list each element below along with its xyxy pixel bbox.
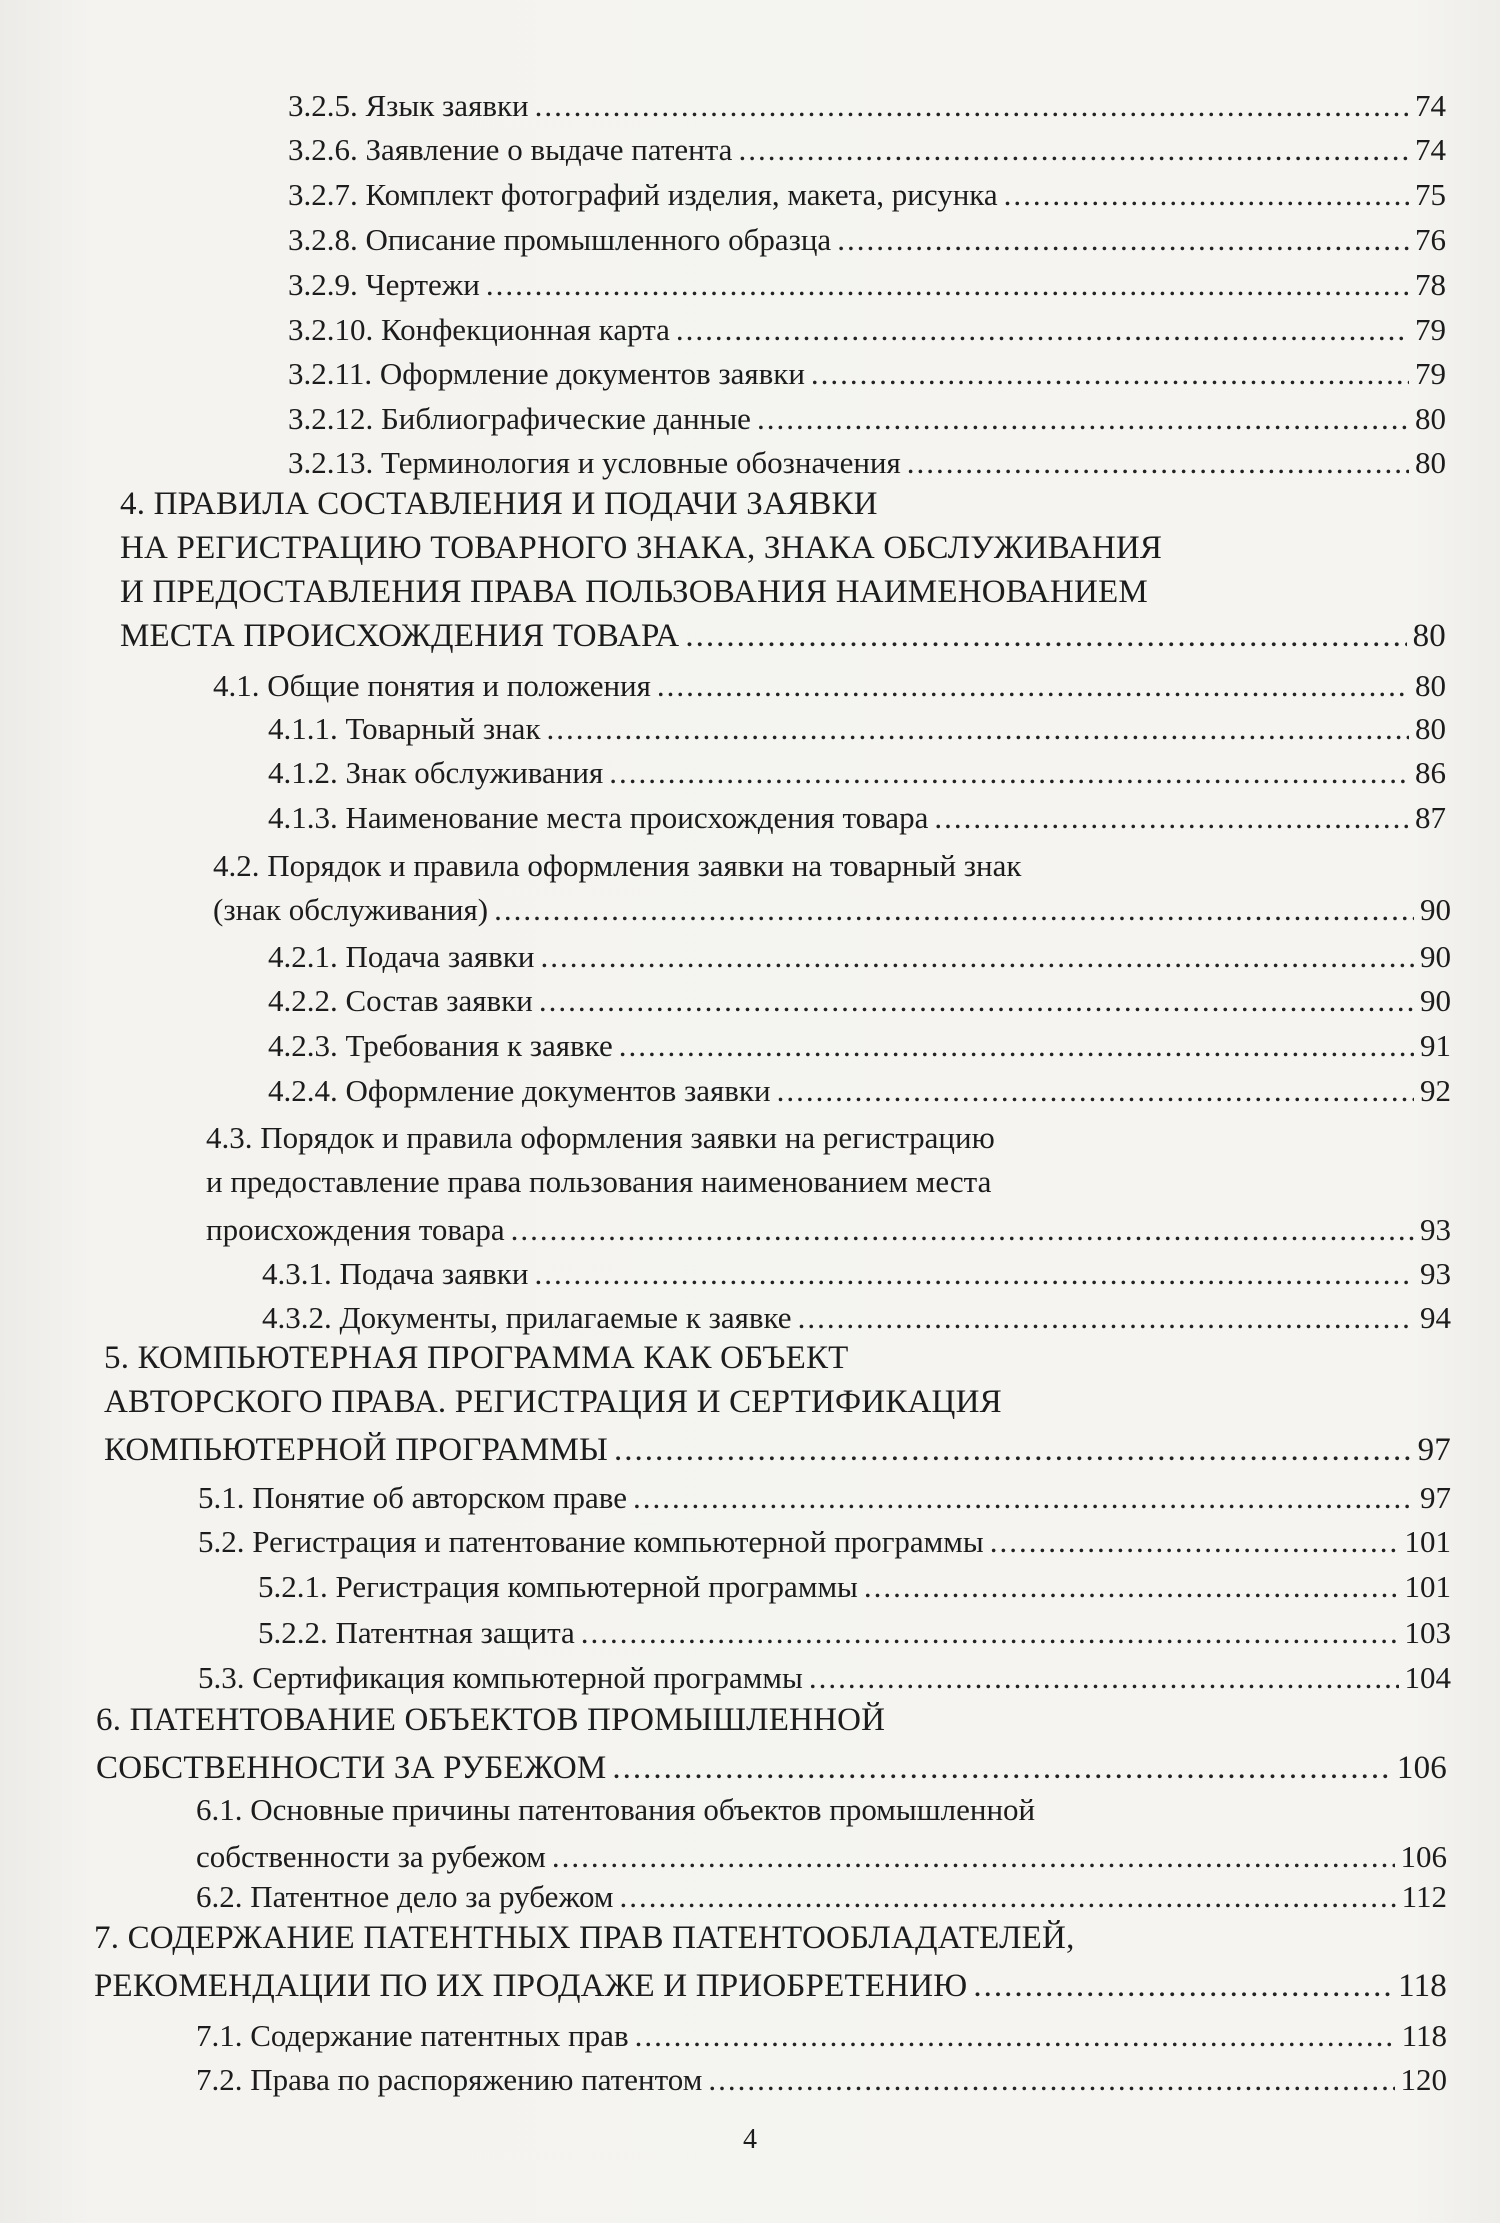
toc-entry-title: 4.3.2. Документы, прилагаемые к заявке <box>262 1300 792 1335</box>
chapter-heading-line: 4. ПРАВИЛА СОСТАВЛЕНИЯ И ПОДАЧИ ЗАЯВКИ <box>120 486 878 522</box>
dot-leader <box>609 753 1409 793</box>
toc-entry <box>288 443 1446 483</box>
dot-leader <box>511 1210 1414 1250</box>
toc-entry <box>268 937 1451 977</box>
toc-entry-page: 101 <box>1404 1524 1451 1559</box>
toc-entry-title: КОМПЬЮТЕРНОЙ ПРОГРАММЫ <box>104 1432 608 1468</box>
dot-leader <box>798 1298 1414 1338</box>
toc-entry-title: 3.2.10. Конфекционная карта <box>288 312 670 347</box>
toc-entry-page: 80 <box>1415 445 1446 480</box>
toc-entry-page: 90 <box>1420 892 1451 927</box>
dot-leader <box>657 666 1409 706</box>
toc-entry <box>268 709 1446 749</box>
toc-entry-page: 91 <box>1420 1028 1451 1063</box>
dot-leader <box>547 709 1409 749</box>
dot-leader <box>552 1837 1395 1877</box>
toc-entry-title: 4.3.1. Подача заявки <box>262 1256 529 1291</box>
toc-entry-page: 90 <box>1420 939 1451 974</box>
dot-leader <box>676 310 1409 350</box>
dot-leader <box>612 1748 1391 1788</box>
dot-leader <box>614 1430 1412 1470</box>
toc-entry-title: 3.2.12. Библиографические данные <box>288 401 751 436</box>
dot-leader <box>809 1658 1399 1698</box>
toc-entry-title: 4.2.2. Состав заявки <box>268 983 533 1018</box>
toc-entry-page: 86 <box>1415 755 1446 790</box>
toc-entry-page: 101 <box>1404 1569 1451 1604</box>
toc-entry <box>120 616 1446 656</box>
toc-entry-page: 106 <box>1400 1839 1447 1874</box>
toc-entry-page: 112 <box>1401 1879 1447 1914</box>
toc-entry-title: собственности за рубежом <box>196 1839 546 1874</box>
dot-leader <box>907 443 1409 483</box>
dot-leader <box>620 1877 1396 1917</box>
toc-entry-title: происхождения товара <box>206 1212 505 1247</box>
toc-entry <box>196 1877 1447 1917</box>
toc-entry <box>258 1567 1451 1607</box>
dot-leader <box>738 130 1409 170</box>
toc-entry-title: 5.3. Сертификация компьютерной программы <box>198 1660 803 1695</box>
dot-leader <box>534 1254 1414 1294</box>
toc-entry-page: 92 <box>1420 1073 1451 1108</box>
dot-leader <box>777 1071 1414 1111</box>
toc-entry-page: 76 <box>1415 222 1446 257</box>
toc-entry-page: 97 <box>1417 1432 1451 1468</box>
toc-entry <box>104 1430 1451 1470</box>
toc-entry-page: 118 <box>1401 2018 1447 2053</box>
dot-leader <box>811 354 1409 394</box>
toc-entry-title-line: и предоставление права пользования наименованием места <box>206 1164 992 1199</box>
toc-entry-page: 103 <box>1404 1615 1451 1650</box>
toc-entry-title: 4.2.3. Требования к заявке <box>268 1028 613 1063</box>
toc-entry-title: 7.2. Права по распоряжению патентом <box>196 2062 703 2097</box>
toc-entry-title: 3.2.13. Терминология и условные обозначения <box>288 445 901 480</box>
dot-leader <box>619 1026 1414 1066</box>
toc-entry <box>198 1522 1451 1562</box>
toc-entry-page: 75 <box>1415 177 1446 212</box>
chapter-heading-line: АВТОРСКОГО ПРАВА. РЕГИСТРАЦИЯ И СЕРТИФИКАЦИЯ <box>104 1384 1002 1420</box>
toc-entry-page: 90 <box>1420 983 1451 1018</box>
toc-entry-title: 6.2. Патентное дело за рубежом <box>196 1879 614 1914</box>
dot-leader <box>539 981 1414 1021</box>
toc-entry-title: 7.1. Содержание патентных прав <box>196 2018 629 2053</box>
toc-entry-title: МЕСТА ПРОИСХОЖДЕНИЯ ТОВАРА <box>120 618 680 654</box>
toc-entry <box>288 310 1446 350</box>
toc-entry <box>268 753 1446 793</box>
toc-entry-title: РЕКОМЕНДАЦИИ ПО ИХ ПРОДАЖЕ И ПРИОБРЕТЕНИЮ <box>94 1968 968 2004</box>
toc-entry <box>213 890 1451 930</box>
toc-entry <box>288 220 1446 260</box>
toc-entry <box>196 1837 1447 1877</box>
toc-entry <box>288 175 1446 215</box>
chapter-heading-line: 7. СОДЕРЖАНИЕ ПАТЕНТНЫХ ПРАВ ПАТЕНТООБЛАДАТЕЛЕЙ, <box>94 1920 1075 1956</box>
dot-leader <box>973 1966 1392 2006</box>
toc-entry <box>206 1210 1451 1250</box>
toc-entry <box>196 2016 1447 2056</box>
toc-entry-title: 3.2.11. Оформление документов заявки <box>288 356 805 391</box>
toc-entry <box>288 130 1446 170</box>
toc-entry <box>198 1478 1451 1518</box>
toc-entry-title: 4.1.3. Наименование места происхождения товара <box>268 800 929 835</box>
dot-leader <box>934 798 1409 838</box>
toc-entry <box>262 1254 1451 1294</box>
chapter-heading-line: НА РЕГИСТРАЦИЮ ТОВАРНОГО ЗНАКА, ЗНАКА ОБСЛУЖИВАНИЯ <box>120 530 1163 566</box>
chapter-heading-line: 5. КОМПЬЮТЕРНАЯ ПРОГРАММА КАК ОБЪЕКТ <box>104 1340 849 1376</box>
toc-entry-title: 3.2.9. Чертежи <box>288 267 480 302</box>
toc-entry <box>268 981 1451 1021</box>
toc-entry <box>288 265 1446 305</box>
toc-entry-page: 79 <box>1415 356 1446 391</box>
chapter-heading-line: 6. ПАТЕНТОВАНИЕ ОБЪЕКТОВ ПРОМЫШЛЕННОЙ <box>96 1702 886 1738</box>
toc-entry-title: 3.2.6. Заявление о выдаче патента <box>288 132 733 167</box>
chapter-heading-line: И ПРЕДОСТАВЛЕНИЯ ПРАВА ПОЛЬЗОВАНИЯ НАИМЕНОВАНИЕМ <box>120 574 1148 610</box>
toc-entry <box>198 1658 1451 1698</box>
toc-entry <box>196 2060 1447 2100</box>
toc-entry-page: 87 <box>1415 800 1446 835</box>
toc-entry-page: 78 <box>1415 267 1446 302</box>
dot-leader <box>581 1613 1399 1653</box>
toc-entry-page: 80 <box>1412 618 1446 654</box>
dot-leader <box>540 937 1414 977</box>
toc-entry-title: 3.2.5. Язык заявки <box>288 88 529 123</box>
dot-leader <box>757 399 1409 439</box>
toc-entry <box>288 86 1446 126</box>
toc-entry-page: 106 <box>1396 1750 1447 1786</box>
toc-entry-page: 120 <box>1400 2062 1447 2097</box>
toc-entry-title: 4.1. Общие понятия и положения <box>213 668 651 703</box>
toc-entry-page: 79 <box>1415 312 1446 347</box>
toc-entry <box>288 399 1446 439</box>
dot-leader <box>535 86 1409 126</box>
dot-leader <box>864 1567 1399 1607</box>
toc-entry-title: (знак обслуживания) <box>213 892 489 927</box>
toc-entry-title: 4.1.2. Знак обслуживания <box>268 755 604 790</box>
page-number: 4 <box>743 2124 757 2155</box>
toc-entry <box>258 1613 1451 1653</box>
toc-entry-page: 74 <box>1415 88 1446 123</box>
toc-entry-page: 74 <box>1415 132 1446 167</box>
toc-entry-title-line: 6.1. Основные причины патентования объектов промышленной <box>196 1792 1036 1827</box>
toc-entry-page: 97 <box>1420 1480 1451 1515</box>
toc-entry-page: 93 <box>1420 1256 1451 1291</box>
toc-entry-page: 80 <box>1415 401 1446 436</box>
toc-entry-title: 5.2.2. Патентная защита <box>258 1615 575 1650</box>
dot-leader <box>1004 175 1409 215</box>
toc-entry-title: СОБСТВЕННОСТИ ЗА РУБЕЖОМ <box>96 1750 607 1786</box>
toc-entry-title: 4.2.1. Подача заявки <box>268 939 535 974</box>
dot-leader <box>633 1478 1414 1518</box>
toc-entry-title-line: 4.2. Порядок и правила оформления заявки на товарный знак <box>213 848 1022 883</box>
toc-entry-page: 80 <box>1415 668 1446 703</box>
dot-leader <box>990 1522 1399 1562</box>
toc-entry-page: 118 <box>1398 1968 1447 2004</box>
toc-entry-title-line: 4.3. Порядок и правила оформления заявки на регистрацию <box>206 1120 995 1155</box>
toc-entry <box>213 666 1446 706</box>
dot-leader <box>837 220 1409 260</box>
toc-entry-page: 93 <box>1420 1212 1451 1247</box>
dot-leader <box>708 2060 1394 2100</box>
toc-entry-title: 4.1.1. Товарный знак <box>268 711 541 746</box>
toc-entry <box>94 1966 1447 2006</box>
dot-leader <box>635 2016 1396 2056</box>
toc-entry-page: 80 <box>1415 711 1446 746</box>
toc-entry-page: 104 <box>1404 1660 1451 1695</box>
dot-leader <box>685 616 1406 656</box>
toc-entry <box>268 798 1446 838</box>
dot-leader <box>486 265 1409 305</box>
toc-entry <box>96 1748 1447 1788</box>
toc-entry <box>268 1026 1451 1066</box>
toc-entry <box>262 1298 1451 1338</box>
toc-entry-title: 3.2.8. Описание промышленного образца <box>288 222 832 257</box>
toc-entry-title: 5.2. Регистрация и патентование компьютерной программы <box>198 1524 984 1559</box>
toc-entry-title: 3.2.7. Комплект фотографий изделия, макета, рисунка <box>288 177 998 212</box>
toc-entry-title: 5.2.1. Регистрация компьютерной программы <box>258 1569 858 1604</box>
dot-leader <box>494 890 1414 930</box>
toc-entry-page: 94 <box>1420 1300 1451 1335</box>
toc-entry-title: 4.2.4. Оформление документов заявки <box>268 1073 771 1108</box>
toc-entry-title: 5.1. Понятие об авторском праве <box>198 1480 628 1515</box>
toc-entry <box>288 354 1446 394</box>
toc-entry <box>268 1071 1451 1111</box>
